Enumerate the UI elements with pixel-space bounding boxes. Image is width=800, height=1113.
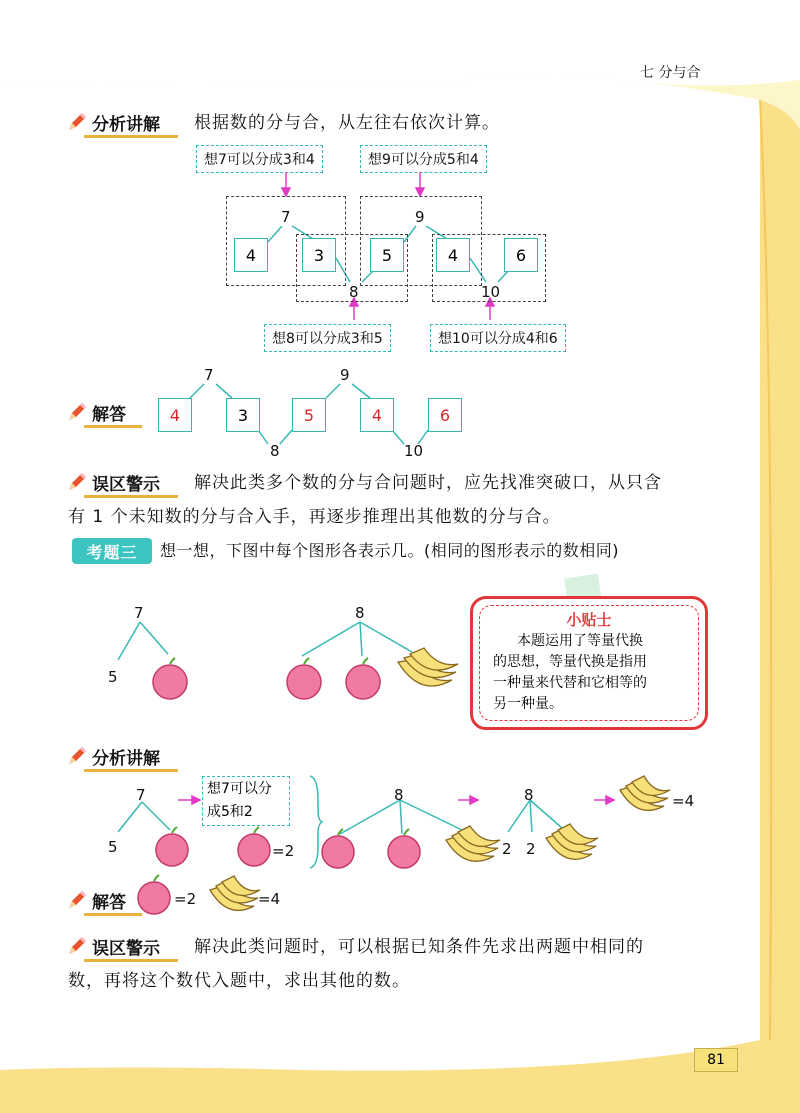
tip-title: 小贴士 (566, 611, 612, 629)
tip-line-4: 另一种量。 (493, 696, 563, 712)
warning-tag-2 (66, 934, 178, 958)
apple-icon (346, 658, 380, 699)
answer-box-5: 6 (428, 398, 462, 432)
banana-icon (446, 826, 500, 861)
answer-bottom-8: 8 (270, 442, 280, 460)
tag-underline (84, 959, 178, 962)
answer2-figures (130, 872, 270, 922)
banana-icon (546, 824, 598, 859)
hint-10: 想10可以分成4和6 (430, 324, 566, 352)
tip-line-3: 一种量来代替和它相等的 (493, 675, 647, 691)
hint-9: 想9可以分成5和4 (360, 145, 487, 173)
s2-banana-eq: =4 (672, 792, 695, 810)
answer-box-2: 3 (226, 398, 260, 432)
apple-icon (138, 875, 170, 914)
apple-icon (238, 827, 270, 866)
exam-question: 想一想，下图中每个图形各表示几。(相同的图形表示的数相同) (160, 541, 619, 560)
s2-hint-box (202, 776, 290, 826)
warning1-line1: 解决此类多个数的分与合问题时，应先找准突破口，从只含 (194, 473, 662, 493)
tip-line-2: 的思想，等量代换是指用 (493, 654, 647, 670)
s2-hint-line2: 成5和2 (207, 804, 253, 820)
banana-icon (210, 876, 260, 910)
warning2-tag-label: 误区警示 (92, 938, 160, 959)
box-4: 4 (436, 238, 470, 272)
page-number: 81 (694, 1048, 738, 1072)
answer2-tag-label: 解答 (92, 892, 126, 913)
warning1-line2: 有 1 个未知数的分与合入手，再逐步推理出其他数的分与合。 (68, 507, 561, 527)
warning-tag-1 (66, 470, 178, 494)
bottom-number-10: 10 (481, 283, 501, 301)
analysis2-figures (0, 770, 760, 880)
answer-tag-label: 解答 (92, 404, 126, 425)
s2-left-5: 5 (108, 838, 118, 856)
answer-box-3: 5 (292, 398, 326, 432)
banana-icon (398, 648, 458, 686)
warning2-line1: 解决此类问题时，可以根据已知条件先求出两题中相同的 (194, 937, 644, 957)
top-number-9: 9 (415, 208, 425, 226)
chapter-header: 七 分与合 (640, 65, 701, 81)
s2-top-8: 8 (394, 786, 404, 804)
tip-line-1: 本题运用了等量代换 (517, 633, 643, 649)
apple-icon (156, 827, 188, 866)
box-5: 6 (504, 238, 538, 272)
answer-top-9: 9 (340, 366, 350, 384)
top-number-7: 7 (281, 208, 291, 226)
tip-box (470, 596, 708, 730)
s2-two-1: 2 (502, 840, 512, 858)
analysis-tag-label: 分析讲解 (92, 114, 160, 135)
box-2: 3 (302, 238, 336, 272)
answer2-banana-eq: =4 (258, 890, 281, 908)
box-3: 5 (370, 238, 404, 272)
s2-top-8b: 8 (524, 786, 534, 804)
s2-hint-line1: 想7可以分 (207, 781, 272, 797)
exam-figures (0, 590, 480, 710)
answer-bottom-10: 10 (404, 442, 424, 460)
pencil-icon (66, 745, 88, 767)
s2-top-7: 7 (136, 786, 146, 804)
answer2-apple-eq: =2 (174, 890, 197, 908)
answer-diagram-lines (0, 360, 800, 470)
hint-8: 想8可以分成3和5 (264, 324, 391, 352)
apple-icon (388, 829, 420, 868)
analysis-tag-2 (66, 744, 178, 768)
answer-box-4: 4 (360, 398, 394, 432)
pencil-icon (66, 889, 88, 911)
fig1-top: 7 (134, 604, 144, 622)
fig2-top: 8 (355, 604, 365, 622)
apple-icon (322, 829, 354, 868)
warning-tag-label: 误区警示 (92, 474, 160, 495)
warning2-line2: 数，再将这个数代入题中，求出其他的数。 (68, 971, 410, 991)
bottom-number-8: 8 (349, 283, 359, 301)
intro-text: 根据数的分与合，从左往右依次计算。 (194, 113, 500, 133)
exam-label: 考题三 (72, 538, 152, 564)
analysis-tag-label: 分析讲解 (92, 748, 160, 769)
apple-icon (153, 658, 187, 699)
hint-7: 想7可以分成3和4 (196, 145, 323, 173)
apple-icon (287, 658, 321, 699)
s2-apple-eq: =2 (272, 842, 295, 860)
pencil-icon (66, 471, 88, 493)
box-1: 4 (234, 238, 268, 272)
tag-underline (84, 495, 178, 498)
answer-box-1: 4 (158, 398, 192, 432)
answer-top-7: 7 (204, 366, 214, 384)
s2-two-2: 2 (526, 840, 536, 858)
fig1-left: 5 (108, 668, 118, 686)
banana-icon (620, 776, 670, 810)
pencil-icon (66, 935, 88, 957)
